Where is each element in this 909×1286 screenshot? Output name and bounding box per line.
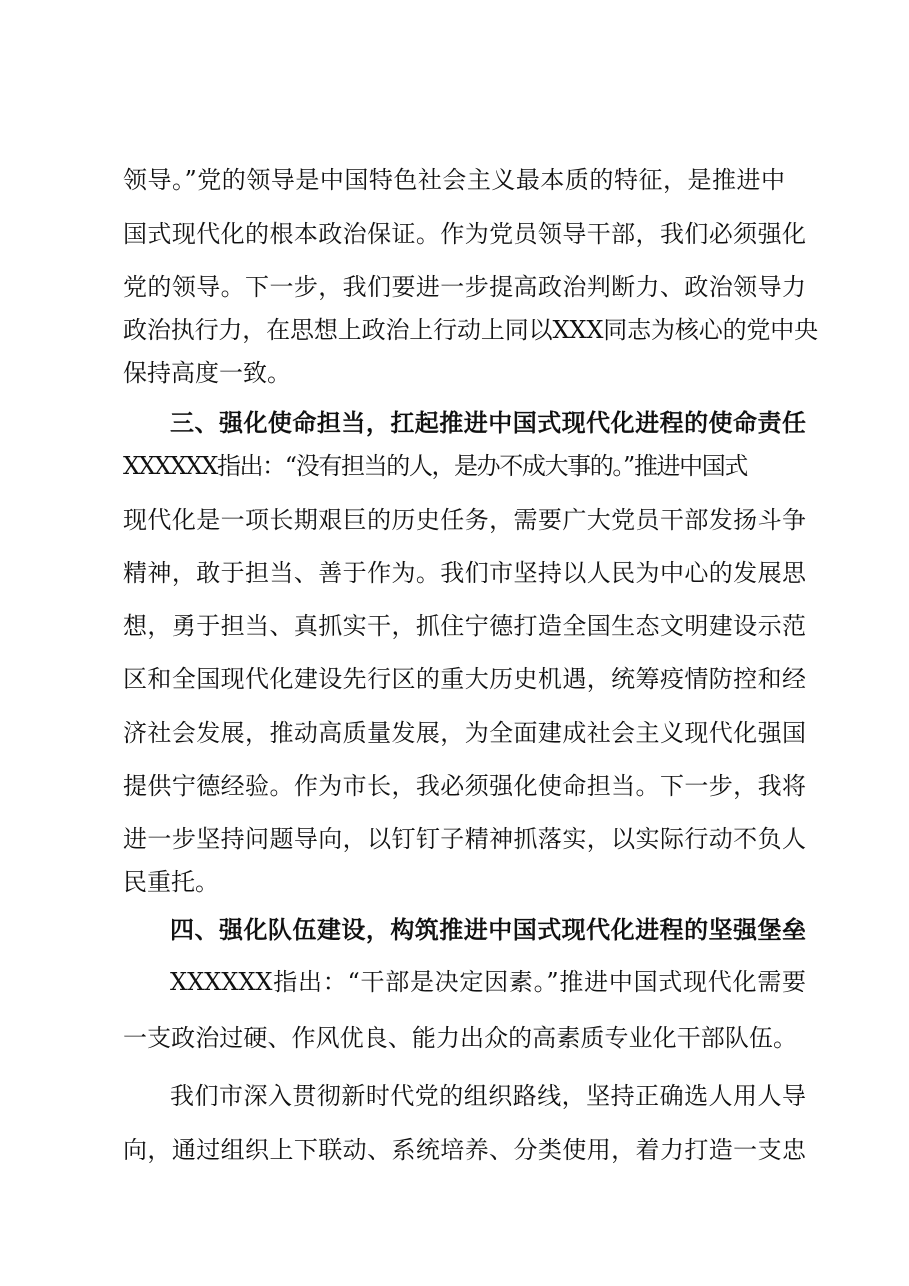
- body-text-line: 精神，敢于担当、善于作为。我们市坚持以人民为中心的发展思: [123, 559, 806, 587]
- section-heading-4: [0, 910, 909, 950]
- body-text-line: XXXXXX指出：“没有担当的人，是办不成大事的。”推进中国式: [123, 452, 747, 480]
- section-heading-3: [0, 403, 909, 443]
- text-line: [0, 353, 909, 393]
- body-text-line: 提供宁德经验。作为市长，我必须强化使命担当。下一步，我将: [123, 772, 806, 800]
- body-text-line: 济社会发展，推动高质量发展，为全面建成社会主义现代化强国: [123, 719, 806, 747]
- text-line: [0, 862, 909, 902]
- body-text-line: 领导。”党的领导是中国特色社会主义最本质的特征，是推进中: [123, 166, 785, 194]
- text-line: [0, 713, 909, 753]
- body-text-line: 我们市深入贯彻新时代党的组织路线，坚持正确选人用人导: [170, 1082, 806, 1110]
- body-text-line: 进一步坚持问题导向，以钉钉子精神抓落实，以实际行动不负人: [123, 825, 806, 853]
- text-line: [0, 659, 909, 699]
- body-text-line: 一支政治过硬、作风优良、能力出众的高素质专业化干部队伍。: [123, 1024, 797, 1052]
- body-text-line: 国式现代化的根本政治保证。作为党员领导干部，我们必须强化: [123, 220, 806, 248]
- body-text-line: 保持高度一致。: [123, 359, 291, 387]
- text-line: [0, 766, 909, 806]
- text-line: [0, 819, 909, 859]
- text-line: [0, 962, 909, 1002]
- text-line: [0, 500, 909, 540]
- text-line: [0, 553, 909, 593]
- body-text-line: 民重托。: [123, 868, 219, 896]
- body-text-line: 政治执行力，在思想上政治上行动上同以XXX同志为核心的党中央: [123, 316, 818, 344]
- text-line: [0, 310, 909, 350]
- section-heading-text: 四、强化队伍建设，构筑推进中国式现代化进程的坚强堡垒: [170, 916, 806, 944]
- text-line: [0, 267, 909, 307]
- text-line: [0, 160, 909, 200]
- body-text-line: 向，通过组织上下联动、系统培养、分类使用，着力打造一支忠: [123, 1136, 806, 1164]
- text-line: [0, 1018, 909, 1058]
- section-heading-text: 三、强化使命担当，扛起推进中国式现代化进程的使命责任: [170, 409, 806, 437]
- body-text-line: 想，勇于担当、真抓实干，抓住宁德打造全国生态文明建设示范: [123, 612, 806, 640]
- text-line: [0, 606, 909, 646]
- text-line: [0, 1076, 909, 1116]
- body-text-line: 区和全国现代化建设先行区的重大历史机遇，统筹疫情防控和经: [123, 665, 806, 693]
- body-text-line: 党的领导。下一步，我们要进一步提高政治判断力、政治领导力: [123, 273, 806, 301]
- body-text-line: XXXXXX指出：“干部是决定因素。”推进中国式现代化需要: [170, 968, 806, 996]
- text-line: [0, 1130, 909, 1170]
- body-text-line: 现代化是一项长期艰巨的历史任务，需要广大党员干部发扬斗争: [123, 506, 806, 534]
- text-line: [0, 446, 909, 486]
- text-line: [0, 214, 909, 254]
